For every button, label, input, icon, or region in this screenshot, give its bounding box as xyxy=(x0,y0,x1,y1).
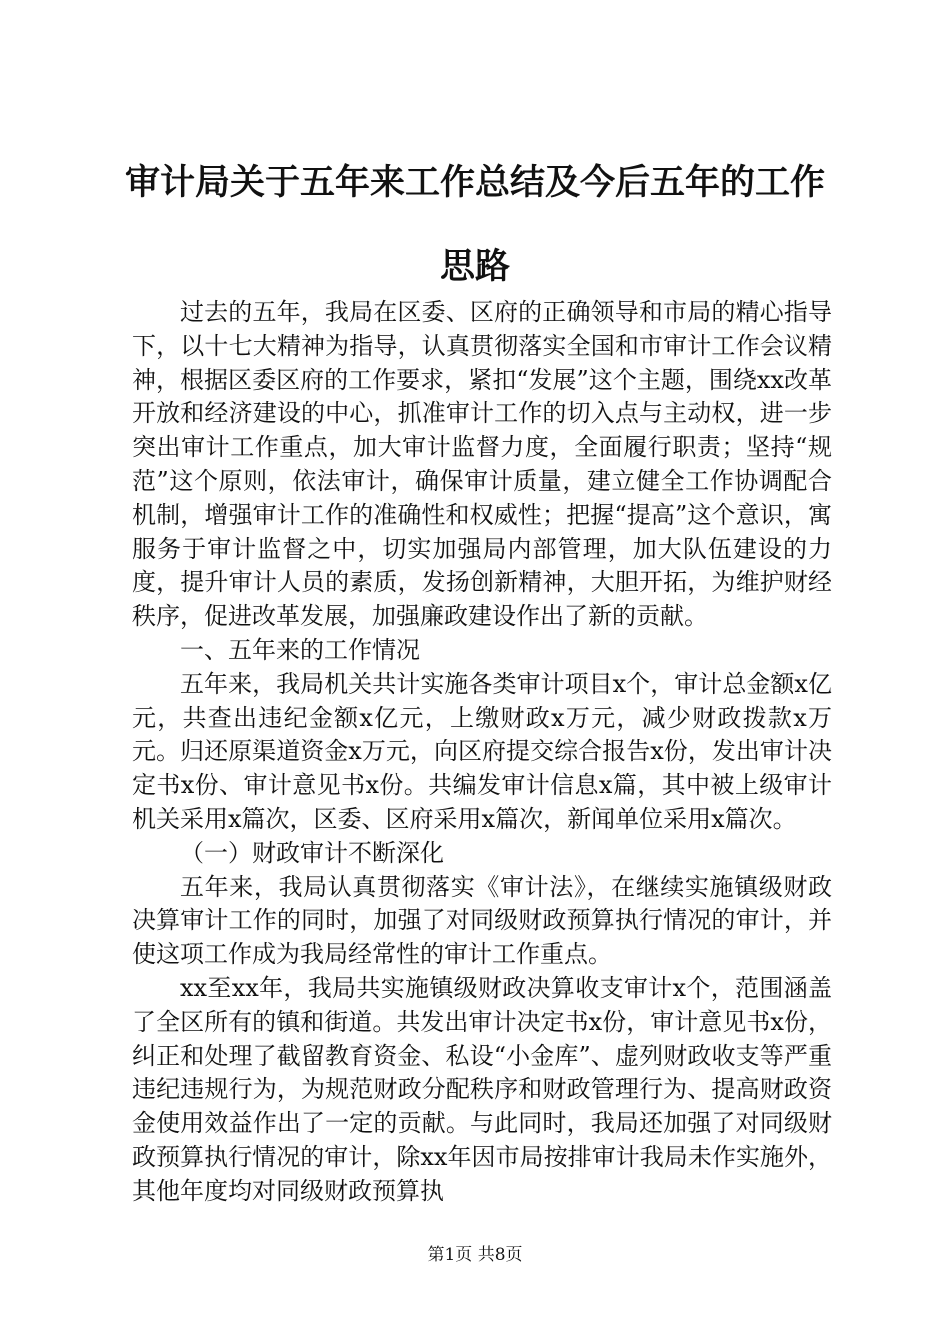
summary-paragraph: 五年来，我局机关共计实施各类审计项目x个，审计总金额x亿元，共查出违纪金额x亿元，上缴财政x万元，减少财政拨款x万元。归还原渠道资金x万元，向区府提交综合报告x份，发出审计决定书x份、审计意见书x份。共编发审计信息x篇，其中被上级审计机关采用x篇次，区委、区府采用x篇次，新闻单位采用x篇次。 xyxy=(132,669,832,833)
page-footer: 第1页 共8页 xyxy=(427,1245,523,1265)
town-audit-paragraph: xx至xx年，我局共实施镇级财政决算收支审计x个，范围涵盖了全区所有的镇和街道。共发出审计决定书x份，审计意见书x份，纠正和处理了截留教育资金、私设“小金库”、虚列财政收支等严重违纪违规行为，为规范财政分配秩序和财政管理行为、提高财政资金使用效益作出了一定的贡献。与此同时，我局还加强了对同级财政预算执行情况的审计，除xx年因市局按排审计我局未作实施外，其他年度均对同级财政预算执 xyxy=(132,973,832,1205)
document-title-line-2: 思路 xyxy=(439,247,510,287)
subsection-heading: （一）财政审计不断深化 xyxy=(180,838,444,867)
document-body xyxy=(132,296,832,1209)
intro-paragraph: 过去的五年，我局在区委、区府的正确领导和市局的精心指导下，以十七大精神为指导，认真贯彻落实全国和市审计工作会议精神，根据区委区府的工作要求，紧扣“发展”这个主题，围绕xx改革开放和经济建设的中心，抓准审计工作的切入点与主动权，进一步突出审计工作重点，加大审计监督力度，全面履行职责；坚持“规范”这个原则，依法审计，确保审计质量，建立健全工作协调配合机制，增强审计工作的准确性和权威性；把握“提高”这个意识，寓服务于审计监督之中，切实加强局内部管理，加大队伍建设的力度，提升审计人员的素质，发扬创新精神，大胆开拓，为维护财经秩序，促进改革发展，加强廉政建设作出了新的贡献。 xyxy=(132,298,832,631)
finance-audit-paragraph: 五年来，我局认真贯彻落实《审计法》，在继续实施镇级财政决算审计工作的同时，加强了对同级财政预算执行情况的审计，并使这项工作成为我局经常性的审计工作重点。 xyxy=(132,872,832,969)
section-heading: 一、五年来的工作情况 xyxy=(180,635,420,664)
document-title-line-1: 审计局关于五年来工作总结及今后五年的工作 xyxy=(124,163,825,203)
